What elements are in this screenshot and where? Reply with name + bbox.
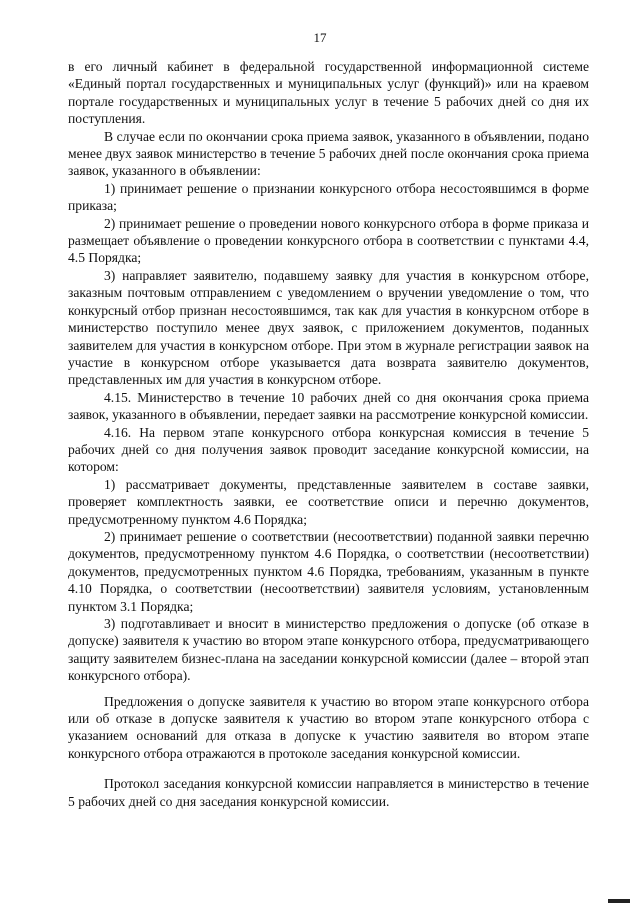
paragraph-insufficient-applications: В случае если по окончании срока приема заявок, указанного в объявлении, подано менее двух заявок министерство в течение 5 рабочих дней после окончания срока приема заявок, указанного в объявлении: bbox=[68, 128, 589, 179]
scan-mark bbox=[608, 899, 630, 903]
list-item-3-admission-proposals: 3) подготавливает и вносит в министерство предложения о допуске (об отказе в допуске) заявителя к участию во втором этапе конкурсного отбора, предусматривающего защиту заявителем бизнес-плана на заседании конкурсной комиссии (далее – второй этап конкурсного отбора). bbox=[68, 616, 589, 684]
paragraph-4-16: 4.16. На первом этапе конкурсного отбора конкурсная комиссия в течение 5 рабочих дней со дня получения заявок проводит заседание конкурсной комиссии, на котором: bbox=[68, 424, 589, 475]
list-item-3-notify-applicant: 3) направляет заявителю, подавшему заявку для участия в конкурсном отборе, заказным почтовым отправлением с уведомлением о вручении уведомление о том, что конкурсный отбор признан несостоявшимся, так как для участия в конкурсном отборе в министерство поступило менее двух заявок, с приложением документов, поданных заявителем для участия в конкурсном отборе. При этом в журнале регистрации заявок на участие в конкурсном отборе указывается дата возврата заявителю документов, представленных им для участия в конкурсном отборе. bbox=[68, 267, 589, 388]
paragraph-proposals-protocol: Предложения о допуске заявителя к участию во втором этапе конкурсного отбора или об отказе в допуске заявителя к участию во втором этапе конкурсного отбора с указанием оснований для отказа в допуске к участию заявителя во втором этапе конкурсного отбора отражаются в протоколе заседания конкурсной комиссии. bbox=[68, 693, 589, 761]
document-body bbox=[68, 58, 589, 810]
list-item-2-new-selection: 2) принимает решение о проведении нового конкурсного отбора в форме приказа и размещает объявление о проведении конкурсного отбора в соответствии с пунктами 4.4, 4.5 Порядка; bbox=[68, 215, 589, 266]
paragraph-4-15: 4.15. Министерство в течение 10 рабочих дней со дня окончания срока приема заявок, указанного в объявлении, передает заявки на рассмотрение конкурсной комиссии. bbox=[68, 389, 589, 423]
page-number: 17 bbox=[313, 30, 327, 45]
paragraph-protocol-sent: Протокол заседания конкурсной комиссии направляется в министерство в течение 5 рабочих дней со дня заседания конкурсной комиссии. bbox=[68, 776, 589, 809]
list-item-1-failed-selection: 1) принимает решение о признании конкурсного отбора несостоявшимся в форме приказа; bbox=[68, 180, 589, 214]
list-item-1-review-documents: 1) рассматривает документы, представленные заявителем в составе заявки, проверяет комплектность заявки, ее соответствие описи и перечню документов, предусмотренному пунктом 4.6 Порядка; bbox=[68, 476, 589, 527]
paragraph-continuation: в его личный кабинет в федеральной государственной информационной системе «Единый портал государственных и муниципальных услуг (функций)» или на краевом портале государственных и муниципальных услуг в течение 5 рабочих дней со дня их поступления. bbox=[68, 59, 589, 127]
list-item-2-compliance-decision: 2) принимает решение о соответствии (несоответствии) поданной заявки перечню документов, предусмотренному пунктом 4.6 Порядка, о соответствии (несоответствии) документов, предусмотренных пунктом 4.6 Порядка, требованиям, указанным в пункте 4.10 Порядка, о соответствии (несоответствии) заявителя условиям, установленным пунктом 3.1 Порядка; bbox=[68, 528, 589, 614]
